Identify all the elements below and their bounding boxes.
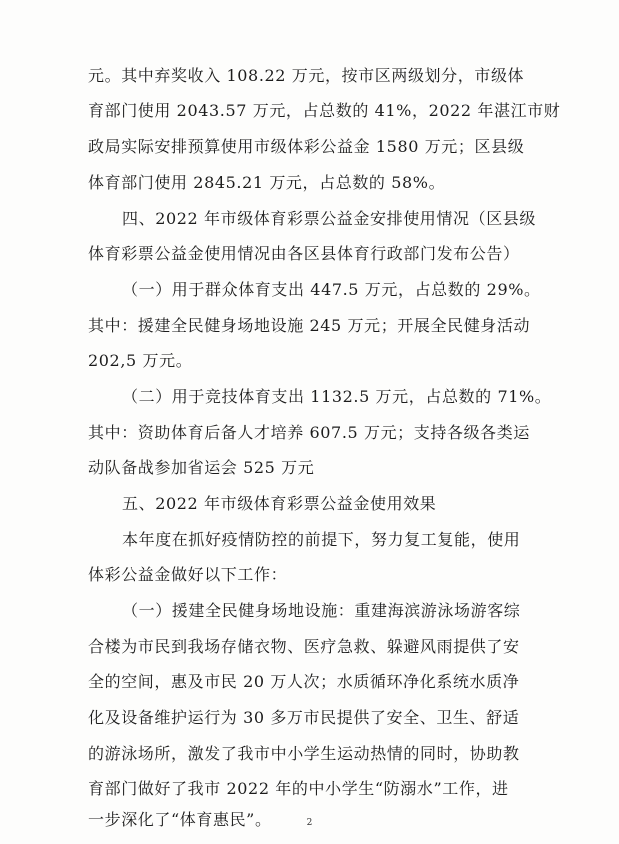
paragraph-line: 一步深化了“体育惠民”。	[88, 810, 272, 829]
page-number: 2	[306, 818, 313, 828]
paragraph-line: 政局实际安排预算使用市级体彩公益金 1580 万元；区县级	[88, 137, 525, 156]
paragraph-line: 其中：援建全民健身场地设施 245 万元；开展全民健身活动	[88, 316, 531, 335]
paragraph-line: 其中：资助体育后备人才培养 607.5 万元；支持各级各类运	[88, 423, 530, 442]
paragraph-line: 化及设备维护运行为 30 多万市民提供了安全、卫生、舒适	[88, 708, 520, 727]
section-heading-4: 四、2022 年市级体育彩票公益金安排使用情况（区县级	[122, 209, 537, 228]
paragraph-line: 体育彩票公益金使用情况由各区县体育行政部门发布公告）	[88, 244, 520, 263]
paragraph-line: 202,5 万元。	[88, 351, 193, 370]
paragraph-line: 体彩公益金做好以下工作：	[88, 565, 288, 584]
paragraph-line: 合楼为市民到我场存储衣物、医疗急救、躲避风雨提供了安	[88, 637, 520, 656]
paragraph-line: 全的空间，惠及市民 20 万人次；水质循环净化系统水质净	[88, 672, 520, 691]
paragraph-line: 育部门做好了我市 2022 年的中小学生“防溺水”工作，进	[88, 779, 509, 798]
paragraph-line: 的游泳场所，激发了我市中小学生运动热情的同时，协助教	[88, 744, 520, 763]
subsection-line: （二）用于竞技体育支出 1132.5 万元，占总数的 71%。	[122, 387, 552, 406]
paragraph-line: 育部门使用 2043.57 万元，占总数的 41%，2022 年湛江市财	[88, 101, 561, 120]
paragraph-line: 动队备战参加省运会 525 万元	[88, 458, 315, 477]
paragraph-line: 本年度在抓好疫情防控的前提下，努力复工复能，使用	[122, 530, 521, 549]
subsection-line: （一）用于群众体育支出 447.5 万元，占总数的 29%。	[122, 280, 541, 299]
subsection-line: （一）援建全民健身场地设施：重建海滨游泳场游客综	[122, 601, 521, 620]
paragraph-line: 元。其中弃奖收入 108.22 万元，按市区两级划分，市级体	[88, 66, 525, 85]
paragraph-line: 体育部门使用 2845.21 万元，占总数的 58%。	[88, 173, 446, 192]
section-heading-5: 五、2022 年市级体育彩票公益金使用效果	[122, 494, 437, 513]
